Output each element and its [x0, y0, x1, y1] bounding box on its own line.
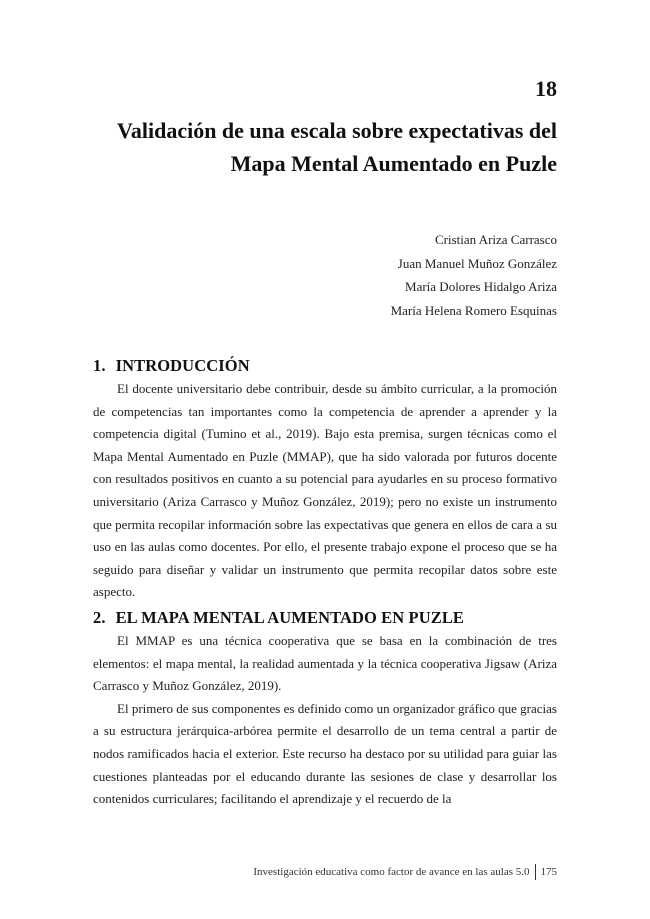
footer-book-title: Investigación educativa como factor de avance en las aulas 5.0 — [253, 866, 530, 878]
author-name: Cristian Ariza Carrasco — [434, 232, 557, 247]
section-title: INTRODUCCIÓN — [115, 356, 250, 375]
paragraph: El primero de sus componentes es definido como un organizador gráfico que gracias a su estructura jerárquica-arbórea permite el desarrollo de un tema central a partir de nodos ramificados hacia el exterior. Este recurso ha destaco por su utilidad para guiar las cuestiones planteadas por el educando durante las sesiones de clase y desarrollar los contenidos curriculares; facilitando el aprendizaje y el recuerdo de la — [93, 700, 557, 807]
chapter-number: 18 — [535, 76, 557, 101]
footer-divider — [535, 864, 536, 880]
page-footer — [253, 864, 557, 880]
chapter-title-line-1: Validación de una escala sobre expectativas del — [116, 118, 557, 143]
body-content — [93, 354, 557, 811]
chapter-title — [77, 114, 557, 180]
paragraph: El docente universitario debe contribuir, desde su ámbito curricular, a la promoción de competencias tan importantes como la competencia de aprender a aprender y la competencia digital (Tumino et al., 2019). Bajo esta premisa, surgen técnicas como el Mapa Mental Aumentado en Puzle (MMAP), que ha sido valorada por futuros docente con resultados positivos en cuanto a su potencial para ayudarles en su proceso formativo universitario (Ariza Carrasco y Muñoz González, 2019); pero no existe un instrumento que permita recopilar información sobre las expectativas que genera en ellos de cara a su uso en las aulas como docentes. Por ello, el presente trabajo expone el proceso que se ha seguido para diseñar y validar un instrumento que permita recopilar datos sobre este aspecto. — [93, 381, 557, 600]
author-name: Juan Manuel Muñoz González — [397, 255, 557, 271]
paragraph: El MMAP es una técnica cooperativa que se basa en la combinación de tres elementos: el mapa mental, la realidad aumentada y la técnica cooperativa Jigsaw (Ariza Carrasco y Muñoz González, 2019). — [93, 632, 557, 694]
author-list — [391, 228, 557, 322]
section-heading — [93, 354, 557, 378]
footer-page-number: 175 — [540, 866, 557, 878]
author-name: María Helena Romero Esquinas — [390, 302, 557, 318]
section-mapa-mental — [93, 606, 557, 811]
section-number: 1. — [93, 356, 106, 375]
section-number: 2. — [93, 607, 106, 627]
section-title: EL MAPA MENTAL AUMENTADO EN PUZLE — [115, 607, 465, 627]
author-name: María Dolores Hidalgo Ariza — [405, 279, 557, 294]
section-heading — [93, 606, 557, 630]
chapter-title-line-2: Mapa Mental Aumentado en Puzle — [230, 151, 557, 176]
section-introduccion — [93, 354, 557, 604]
